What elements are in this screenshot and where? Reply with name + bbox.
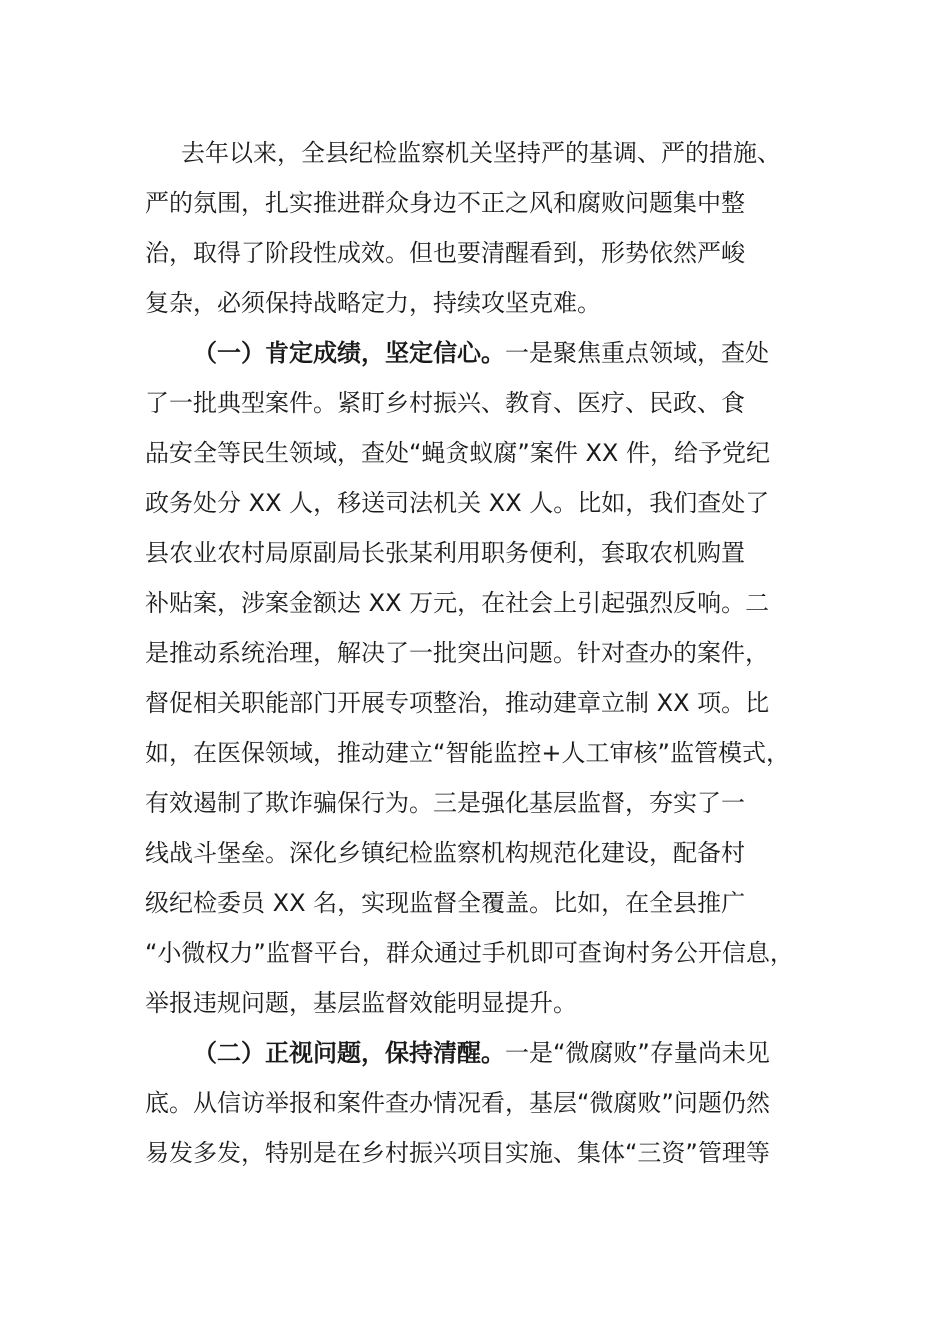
section-2-first-line-text: 一是“微腐败”存量尚未见 xyxy=(505,1039,770,1067)
text-line: 底。从信访举报和案件查办情况看，基层“微腐败”问题仍然 xyxy=(145,1089,770,1117)
text-line: 复杂，必须保持战略定力，持续攻坚克难。 xyxy=(145,289,601,317)
text-line: 举报违规问题，基层监督效能明显提升。 xyxy=(145,989,577,1017)
text-line: 易发多发，特别是在乡村振兴项目实施、集体“三资”管理等 xyxy=(145,1139,770,1167)
section-1-heading: （一）肯定成绩，坚定信心。 xyxy=(193,339,505,367)
text-line: “小微权力”监督平台，群众通过手机即可查询村务公开信息， xyxy=(145,939,794,967)
text-line: 去年以来，全县纪检监察机关坚持严的基调、严的措施、 xyxy=(181,139,781,167)
text-line: 严的氛围，扎实推进群众身边不正之风和腐败问题集中整 xyxy=(145,189,745,217)
section-1-paragraph xyxy=(145,328,825,1028)
section-1-first-line xyxy=(145,328,825,378)
intro-paragraph xyxy=(145,128,825,328)
text-line: 治，取得了阶段性成效。但也要清醒看到，形势依然严峻 xyxy=(145,239,745,267)
section-1-first-line-text: 一是聚焦重点领域，查处 xyxy=(505,339,769,367)
section-2-first-line xyxy=(145,1028,825,1078)
text-line: 补贴案，涉案金额达 XX 万元，在社会上引起强烈反响。二 xyxy=(145,589,770,617)
text-line: 有效遏制了欺诈骗保行为。三是强化基层监督，夯实了一 xyxy=(145,789,745,817)
text-line: 了一批典型案件。紧盯乡村振兴、教育、医疗、民政、食 xyxy=(145,389,745,417)
text-line: 线战斗堡垒。深化乡镇纪检监察机构规范化建设，配备村 xyxy=(145,839,745,867)
document-body xyxy=(145,128,825,1178)
text-line: 督促相关职能部门开展专项整治，推动建章立制 XX 项。比 xyxy=(145,689,770,717)
text-line: 是推动系统治理，解决了一批突出问题。针对查办的案件， xyxy=(145,639,769,667)
text-line: 品安全等民生领域，查处“蝇贪蚁腐”案件 XX 件，给予党纪 xyxy=(145,439,771,467)
text-line: 如，在医保领域，推动建立“智能监控+人工审核”监管模式， xyxy=(145,739,790,767)
text-line: 县农业农村局原副局长张某利用职务便利，套取农机购置 xyxy=(145,539,745,567)
text-line: 政务处分 XX 人，移送司法机关 XX 人。比如，我们查处了 xyxy=(145,489,770,517)
section-2-heading: （二）正视问题，保持清醒。 xyxy=(193,1039,505,1067)
text-line: 级纪检委员 XX 名，实现监督全覆盖。比如，在全县推广 xyxy=(145,889,746,917)
section-2-paragraph xyxy=(145,1028,825,1178)
